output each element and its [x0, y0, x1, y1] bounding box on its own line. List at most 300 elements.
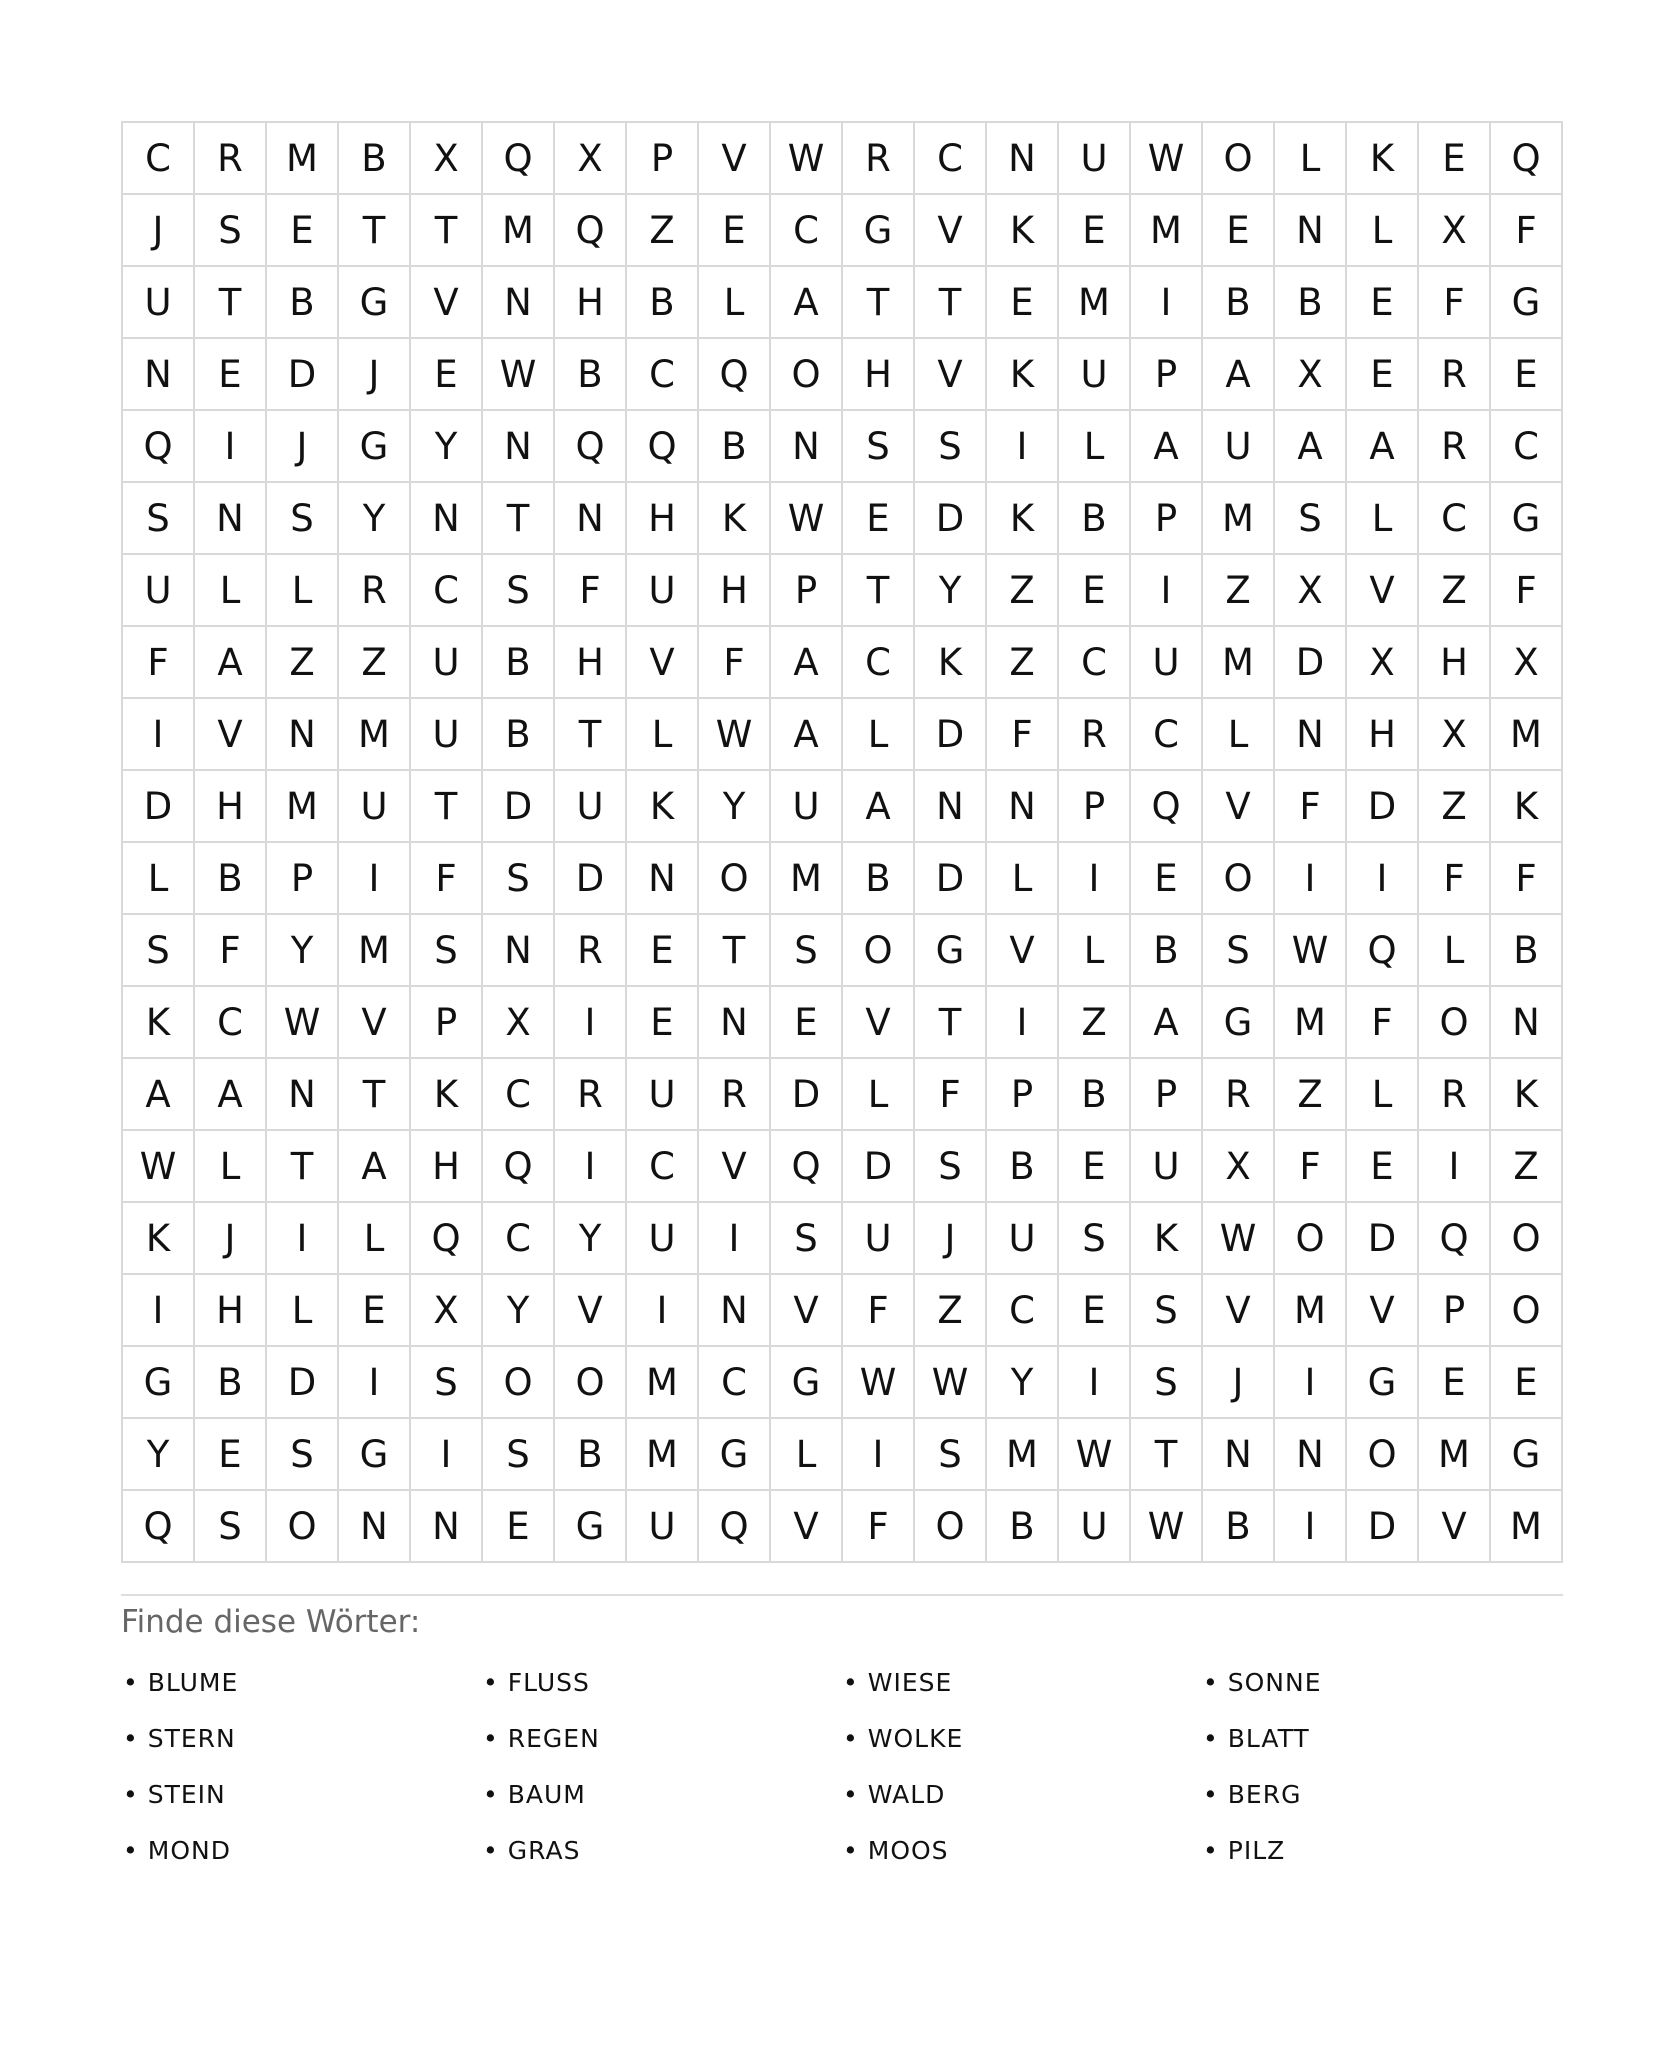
grid-cell[interactable]: U — [987, 1203, 1059, 1275]
grid-cell[interactable]: Z — [627, 195, 699, 267]
grid-cell[interactable]: E — [1059, 1131, 1131, 1203]
grid-cell[interactable]: W — [1059, 1419, 1131, 1491]
grid-cell[interactable]: F — [123, 627, 195, 699]
grid-cell[interactable]: U — [411, 699, 483, 771]
grid-cell[interactable]: Y — [267, 915, 339, 987]
grid-cell[interactable]: M — [267, 771, 339, 843]
grid-cell[interactable]: R — [843, 123, 915, 195]
grid-cell[interactable]: O — [1347, 1419, 1419, 1491]
grid-cell[interactable]: L — [267, 555, 339, 627]
grid-cell[interactable]: I — [267, 1203, 339, 1275]
grid-cell[interactable]: K — [123, 987, 195, 1059]
grid-cell[interactable]: C — [483, 1059, 555, 1131]
grid-cell[interactable]: I — [339, 843, 411, 915]
grid-cell[interactable]: N — [987, 123, 1059, 195]
grid-cell[interactable]: D — [267, 339, 339, 411]
grid-cell[interactable]: R — [339, 555, 411, 627]
grid-cell[interactable]: Q — [699, 339, 771, 411]
grid-cell[interactable]: H — [195, 1275, 267, 1347]
grid-cell[interactable]: Y — [555, 1203, 627, 1275]
grid-cell[interactable]: N — [411, 483, 483, 555]
grid-cell[interactable]: B — [1059, 483, 1131, 555]
grid-cell[interactable]: H — [843, 339, 915, 411]
grid-cell[interactable]: H — [555, 267, 627, 339]
grid-cell[interactable]: E — [771, 987, 843, 1059]
grid-cell[interactable]: F — [915, 1059, 987, 1131]
grid-cell[interactable]: L — [771, 1419, 843, 1491]
grid-cell[interactable]: V — [915, 339, 987, 411]
grid-cell[interactable]: X — [1347, 627, 1419, 699]
grid-cell[interactable]: A — [195, 627, 267, 699]
grid-cell[interactable]: Z — [987, 555, 1059, 627]
grid-cell[interactable]: M — [1419, 1419, 1491, 1491]
grid-cell[interactable]: I — [1059, 1347, 1131, 1419]
grid-cell[interactable]: Q — [555, 411, 627, 483]
grid-cell[interactable]: S — [1203, 915, 1275, 987]
grid-cell[interactable]: S — [915, 1419, 987, 1491]
grid-cell[interactable]: G — [699, 1419, 771, 1491]
grid-cell[interactable]: T — [915, 987, 987, 1059]
grid-cell[interactable]: L — [1059, 411, 1131, 483]
grid-cell[interactable]: S — [1131, 1275, 1203, 1347]
grid-cell[interactable]: A — [195, 1059, 267, 1131]
grid-cell[interactable]: X — [1275, 555, 1347, 627]
grid-cell[interactable]: X — [1419, 699, 1491, 771]
grid-cell[interactable]: I — [1275, 843, 1347, 915]
grid-cell[interactable]: G — [339, 411, 411, 483]
grid-cell[interactable]: U — [843, 1203, 915, 1275]
grid-cell[interactable]: U — [627, 1491, 699, 1563]
grid-cell[interactable]: X — [483, 987, 555, 1059]
grid-cell[interactable]: J — [267, 411, 339, 483]
grid-cell[interactable]: G — [843, 195, 915, 267]
grid-cell[interactable]: C — [699, 1347, 771, 1419]
grid-cell[interactable]: U — [1131, 1131, 1203, 1203]
grid-cell[interactable]: L — [987, 843, 1059, 915]
grid-cell[interactable]: Z — [1491, 1131, 1563, 1203]
grid-cell[interactable]: A — [1203, 339, 1275, 411]
grid-cell[interactable]: T — [339, 195, 411, 267]
grid-cell[interactable]: H — [555, 627, 627, 699]
grid-cell[interactable]: S — [483, 843, 555, 915]
grid-cell[interactable]: F — [1419, 267, 1491, 339]
grid-cell[interactable]: M — [339, 699, 411, 771]
grid-cell[interactable]: F — [1419, 843, 1491, 915]
grid-cell[interactable]: S — [1275, 483, 1347, 555]
grid-cell[interactable]: F — [843, 1275, 915, 1347]
grid-cell[interactable]: B — [1203, 267, 1275, 339]
grid-cell[interactable]: N — [195, 483, 267, 555]
grid-cell[interactable]: X — [1419, 195, 1491, 267]
grid-cell[interactable]: L — [843, 1059, 915, 1131]
grid-cell[interactable]: K — [627, 771, 699, 843]
grid-cell[interactable]: Q — [1491, 123, 1563, 195]
grid-cell[interactable]: I — [1419, 1131, 1491, 1203]
grid-cell[interactable]: W — [771, 123, 843, 195]
grid-cell[interactable]: O — [1203, 843, 1275, 915]
grid-cell[interactable]: P — [1419, 1275, 1491, 1347]
grid-cell[interactable]: Q — [627, 411, 699, 483]
grid-cell[interactable]: U — [123, 267, 195, 339]
grid-cell[interactable]: S — [1059, 1203, 1131, 1275]
grid-cell[interactable]: D — [1347, 1203, 1419, 1275]
grid-cell[interactable]: E — [1347, 339, 1419, 411]
grid-cell[interactable]: D — [915, 699, 987, 771]
grid-cell[interactable]: A — [771, 627, 843, 699]
grid-cell[interactable]: P — [627, 123, 699, 195]
grid-cell[interactable]: U — [1059, 339, 1131, 411]
grid-cell[interactable]: V — [1203, 771, 1275, 843]
grid-cell[interactable]: X — [555, 123, 627, 195]
grid-cell[interactable]: K — [1131, 1203, 1203, 1275]
grid-cell[interactable]: A — [123, 1059, 195, 1131]
grid-cell[interactable]: S — [267, 483, 339, 555]
grid-cell[interactable]: D — [123, 771, 195, 843]
grid-cell[interactable]: A — [843, 771, 915, 843]
grid-cell[interactable]: N — [699, 1275, 771, 1347]
grid-cell[interactable]: A — [1131, 411, 1203, 483]
grid-cell[interactable]: U — [339, 771, 411, 843]
grid-cell[interactable]: S — [123, 915, 195, 987]
grid-cell[interactable]: Y — [699, 771, 771, 843]
grid-cell[interactable]: V — [1203, 1275, 1275, 1347]
grid-cell[interactable]: A — [1131, 987, 1203, 1059]
grid-cell[interactable]: Q — [1131, 771, 1203, 843]
grid-cell[interactable]: B — [987, 1491, 1059, 1563]
grid-cell[interactable]: U — [627, 555, 699, 627]
grid-cell[interactable]: L — [1347, 1059, 1419, 1131]
grid-cell[interactable]: I — [1275, 1491, 1347, 1563]
grid-cell[interactable]: E — [1059, 1275, 1131, 1347]
grid-cell[interactable]: R — [1059, 699, 1131, 771]
grid-cell[interactable]: E — [1131, 843, 1203, 915]
grid-cell[interactable]: L — [123, 843, 195, 915]
grid-cell[interactable]: F — [1347, 987, 1419, 1059]
grid-cell[interactable]: I — [1347, 843, 1419, 915]
grid-cell[interactable]: M — [1203, 627, 1275, 699]
grid-cell[interactable]: M — [627, 1419, 699, 1491]
grid-cell[interactable]: M — [771, 843, 843, 915]
grid-cell[interactable]: B — [1491, 915, 1563, 987]
grid-cell[interactable]: G — [1491, 1419, 1563, 1491]
grid-cell[interactable]: K — [987, 483, 1059, 555]
grid-cell[interactable]: J — [123, 195, 195, 267]
grid-cell[interactable]: E — [699, 195, 771, 267]
grid-cell[interactable]: W — [483, 339, 555, 411]
grid-cell[interactable]: S — [267, 1419, 339, 1491]
grid-cell[interactable]: N — [267, 1059, 339, 1131]
grid-cell[interactable]: E — [1419, 123, 1491, 195]
grid-cell[interactable]: F — [987, 699, 1059, 771]
grid-cell[interactable]: T — [915, 267, 987, 339]
grid-cell[interactable]: W — [843, 1347, 915, 1419]
grid-cell[interactable]: K — [123, 1203, 195, 1275]
grid-cell[interactable]: V — [771, 1275, 843, 1347]
grid-cell[interactable]: T — [483, 483, 555, 555]
grid-cell[interactable]: V — [987, 915, 1059, 987]
grid-cell[interactable]: U — [123, 555, 195, 627]
grid-cell[interactable]: W — [1275, 915, 1347, 987]
grid-cell[interactable]: P — [1131, 483, 1203, 555]
grid-cell[interactable]: I — [699, 1203, 771, 1275]
grid-cell[interactable]: Y — [483, 1275, 555, 1347]
grid-cell[interactable]: G — [339, 1419, 411, 1491]
grid-cell[interactable]: C — [627, 339, 699, 411]
grid-cell[interactable]: F — [1491, 555, 1563, 627]
grid-cell[interactable]: K — [1491, 1059, 1563, 1131]
grid-cell[interactable]: O — [1275, 1203, 1347, 1275]
grid-cell[interactable]: C — [195, 987, 267, 1059]
grid-cell[interactable]: O — [915, 1491, 987, 1563]
grid-cell[interactable]: E — [627, 915, 699, 987]
grid-cell[interactable]: U — [555, 771, 627, 843]
grid-cell[interactable]: I — [123, 1275, 195, 1347]
grid-cell[interactable]: Q — [123, 1491, 195, 1563]
grid-cell[interactable]: X — [1203, 1131, 1275, 1203]
grid-cell[interactable]: U — [771, 771, 843, 843]
grid-cell[interactable]: T — [843, 267, 915, 339]
grid-cell[interactable]: D — [915, 843, 987, 915]
grid-cell[interactable]: U — [627, 1203, 699, 1275]
grid-cell[interactable]: B — [195, 1347, 267, 1419]
grid-cell[interactable]: C — [987, 1275, 1059, 1347]
grid-cell[interactable]: G — [339, 267, 411, 339]
grid-cell[interactable]: Z — [339, 627, 411, 699]
grid-cell[interactable]: B — [483, 699, 555, 771]
grid-cell[interactable]: B — [699, 411, 771, 483]
grid-cell[interactable]: S — [771, 915, 843, 987]
grid-cell[interactable]: O — [1419, 987, 1491, 1059]
grid-cell[interactable]: I — [123, 699, 195, 771]
grid-cell[interactable]: D — [483, 771, 555, 843]
grid-cell[interactable]: K — [987, 195, 1059, 267]
grid-cell[interactable]: V — [699, 1131, 771, 1203]
grid-cell[interactable]: N — [339, 1491, 411, 1563]
grid-cell[interactable]: O — [1203, 123, 1275, 195]
grid-cell[interactable]: L — [267, 1275, 339, 1347]
grid-cell[interactable]: Y — [339, 483, 411, 555]
grid-cell[interactable]: E — [1059, 195, 1131, 267]
grid-cell[interactable]: S — [411, 915, 483, 987]
grid-cell[interactable]: D — [555, 843, 627, 915]
grid-cell[interactable]: Y — [915, 555, 987, 627]
grid-cell[interactable]: E — [267, 195, 339, 267]
grid-cell[interactable]: E — [843, 483, 915, 555]
grid-cell[interactable]: N — [1275, 699, 1347, 771]
grid-cell[interactable]: I — [843, 1419, 915, 1491]
grid-cell[interactable]: Z — [267, 627, 339, 699]
grid-cell[interactable]: G — [1347, 1347, 1419, 1419]
grid-cell[interactable]: N — [483, 267, 555, 339]
grid-cell[interactable]: H — [411, 1131, 483, 1203]
grid-cell[interactable]: P — [1131, 339, 1203, 411]
grid-cell[interactable]: E — [627, 987, 699, 1059]
grid-cell[interactable]: S — [195, 195, 267, 267]
grid-cell[interactable]: R — [1419, 339, 1491, 411]
grid-cell[interactable]: K — [1491, 771, 1563, 843]
grid-cell[interactable]: R — [195, 123, 267, 195]
grid-cell[interactable]: N — [1491, 987, 1563, 1059]
grid-cell[interactable]: N — [411, 1491, 483, 1563]
grid-cell[interactable]: E — [1347, 1131, 1419, 1203]
grid-cell[interactable]: M — [339, 915, 411, 987]
grid-cell[interactable]: Z — [1419, 771, 1491, 843]
grid-cell[interactable]: Q — [411, 1203, 483, 1275]
grid-cell[interactable]: Z — [915, 1275, 987, 1347]
grid-cell[interactable]: R — [1419, 411, 1491, 483]
grid-cell[interactable]: I — [1131, 555, 1203, 627]
grid-cell[interactable]: B — [555, 339, 627, 411]
grid-cell[interactable]: N — [483, 411, 555, 483]
grid-cell[interactable]: M — [1275, 1275, 1347, 1347]
grid-cell[interactable]: T — [555, 699, 627, 771]
grid-cell[interactable]: C — [915, 123, 987, 195]
grid-cell[interactable]: O — [555, 1347, 627, 1419]
grid-cell[interactable]: U — [627, 1059, 699, 1131]
grid-cell[interactable]: H — [699, 555, 771, 627]
grid-cell[interactable]: N — [915, 771, 987, 843]
grid-cell[interactable]: B — [267, 267, 339, 339]
grid-cell[interactable]: L — [843, 699, 915, 771]
grid-cell[interactable]: G — [1203, 987, 1275, 1059]
grid-cell[interactable]: D — [843, 1131, 915, 1203]
grid-cell[interactable]: Q — [123, 411, 195, 483]
grid-cell[interactable]: V — [555, 1275, 627, 1347]
grid-cell[interactable]: Q — [483, 123, 555, 195]
grid-cell[interactable]: J — [915, 1203, 987, 1275]
grid-cell[interactable]: I — [1275, 1347, 1347, 1419]
grid-cell[interactable]: W — [915, 1347, 987, 1419]
grid-cell[interactable]: C — [483, 1203, 555, 1275]
grid-cell[interactable]: C — [1059, 627, 1131, 699]
grid-cell[interactable]: J — [1203, 1347, 1275, 1419]
grid-cell[interactable]: N — [1203, 1419, 1275, 1491]
grid-cell[interactable]: E — [1203, 195, 1275, 267]
grid-cell[interactable]: I — [1059, 843, 1131, 915]
grid-cell[interactable]: S — [1131, 1347, 1203, 1419]
grid-cell[interactable]: D — [915, 483, 987, 555]
grid-cell[interactable]: V — [771, 1491, 843, 1563]
grid-cell[interactable]: E — [1059, 555, 1131, 627]
grid-cell[interactable]: X — [1491, 627, 1563, 699]
grid-cell[interactable]: V — [627, 627, 699, 699]
grid-cell[interactable]: I — [555, 987, 627, 1059]
grid-cell[interactable]: L — [1059, 915, 1131, 987]
grid-cell[interactable]: B — [555, 1419, 627, 1491]
grid-cell[interactable]: X — [411, 1275, 483, 1347]
grid-cell[interactable]: N — [987, 771, 1059, 843]
grid-cell[interactable]: V — [1347, 1275, 1419, 1347]
grid-cell[interactable]: R — [1419, 1059, 1491, 1131]
grid-cell[interactable]: G — [555, 1491, 627, 1563]
grid-cell[interactable]: K — [699, 483, 771, 555]
grid-cell[interactable]: M — [1131, 195, 1203, 267]
grid-cell[interactable]: X — [1275, 339, 1347, 411]
grid-cell[interactable]: A — [339, 1131, 411, 1203]
grid-cell[interactable]: J — [195, 1203, 267, 1275]
grid-cell[interactable]: H — [1347, 699, 1419, 771]
grid-cell[interactable]: Y — [123, 1419, 195, 1491]
grid-cell[interactable]: H — [195, 771, 267, 843]
grid-cell[interactable]: T — [843, 555, 915, 627]
grid-cell[interactable]: S — [483, 555, 555, 627]
grid-cell[interactable]: K — [411, 1059, 483, 1131]
grid-cell[interactable]: J — [339, 339, 411, 411]
grid-cell[interactable]: O — [843, 915, 915, 987]
grid-cell[interactable]: T — [339, 1059, 411, 1131]
grid-cell[interactable]: N — [483, 915, 555, 987]
grid-cell[interactable]: B — [339, 123, 411, 195]
grid-cell[interactable]: F — [843, 1491, 915, 1563]
grid-cell[interactable]: W — [123, 1131, 195, 1203]
grid-cell[interactable]: O — [1491, 1275, 1563, 1347]
grid-cell[interactable]: R — [699, 1059, 771, 1131]
grid-cell[interactable]: D — [267, 1347, 339, 1419]
grid-cell[interactable]: Q — [771, 1131, 843, 1203]
grid-cell[interactable]: G — [1491, 483, 1563, 555]
grid-cell[interactable]: I — [411, 1419, 483, 1491]
grid-cell[interactable]: B — [483, 627, 555, 699]
grid-cell[interactable]: I — [1131, 267, 1203, 339]
grid-cell[interactable]: S — [195, 1491, 267, 1563]
grid-cell[interactable]: S — [843, 411, 915, 483]
grid-cell[interactable]: U — [1131, 627, 1203, 699]
grid-cell[interactable]: Z — [1059, 987, 1131, 1059]
grid-cell[interactable]: M — [1203, 483, 1275, 555]
grid-cell[interactable]: B — [1203, 1491, 1275, 1563]
grid-cell[interactable]: W — [699, 699, 771, 771]
grid-cell[interactable]: P — [1059, 771, 1131, 843]
grid-cell[interactable]: H — [1419, 627, 1491, 699]
grid-cell[interactable]: I — [627, 1275, 699, 1347]
grid-cell[interactable]: N — [123, 339, 195, 411]
grid-cell[interactable]: Y — [411, 411, 483, 483]
grid-cell[interactable]: Q — [1419, 1203, 1491, 1275]
grid-cell[interactable]: M — [267, 123, 339, 195]
grid-cell[interactable]: U — [1059, 123, 1131, 195]
grid-cell[interactable]: B — [843, 843, 915, 915]
grid-cell[interactable]: D — [1347, 771, 1419, 843]
grid-cell[interactable]: I — [987, 987, 1059, 1059]
grid-cell[interactable]: L — [699, 267, 771, 339]
grid-cell[interactable]: L — [1419, 915, 1491, 987]
grid-cell[interactable]: F — [411, 843, 483, 915]
grid-cell[interactable]: F — [699, 627, 771, 699]
grid-cell[interactable]: O — [699, 843, 771, 915]
grid-cell[interactable]: M — [1275, 987, 1347, 1059]
grid-cell[interactable]: C — [123, 123, 195, 195]
grid-cell[interactable]: Q — [483, 1131, 555, 1203]
grid-cell[interactable]: L — [339, 1203, 411, 1275]
grid-cell[interactable]: K — [987, 339, 1059, 411]
grid-cell[interactable]: F — [1491, 195, 1563, 267]
grid-cell[interactable]: N — [1275, 195, 1347, 267]
grid-cell[interactable]: E — [195, 1419, 267, 1491]
grid-cell[interactable]: R — [555, 1059, 627, 1131]
grid-cell[interactable]: Q — [1347, 915, 1419, 987]
grid-cell[interactable]: S — [915, 411, 987, 483]
grid-cell[interactable]: M — [1491, 699, 1563, 771]
grid-cell[interactable]: U — [1059, 1491, 1131, 1563]
grid-cell[interactable]: H — [627, 483, 699, 555]
grid-cell[interactable]: C — [1419, 483, 1491, 555]
grid-cell[interactable]: E — [411, 339, 483, 411]
grid-cell[interactable]: V — [699, 123, 771, 195]
grid-cell[interactable]: P — [411, 987, 483, 1059]
grid-cell[interactable]: G — [123, 1347, 195, 1419]
grid-cell[interactable]: F — [1491, 843, 1563, 915]
grid-cell[interactable]: E — [1491, 339, 1563, 411]
